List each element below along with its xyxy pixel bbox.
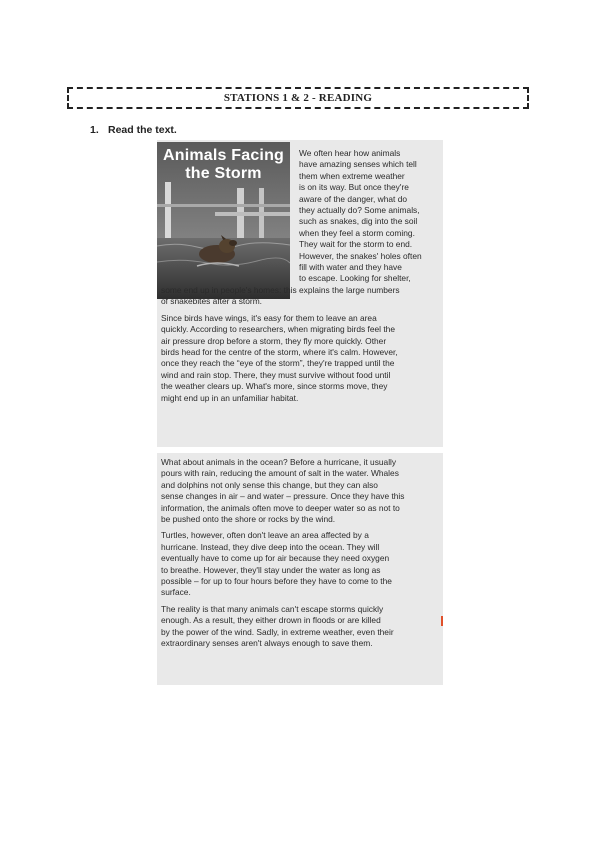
article-image-title: Animals Facing the Storm	[162, 147, 285, 182]
instruction-number: 1.	[90, 124, 99, 136]
paragraph-1-full: some end up in people's homes: this explains the large numbers of snakebites after a storm. Since birds have wings, it's easy for them to leave an area quickly. According to researchers, when migrating birds feel the air pressure drop before a storm, they fly more quickly. Other birds head for the centre of the storm, where it's calm. However, once they reach the “eye of the storm”, they're trapped until the wind and rain stop. There, they must survive without food until the weather clears up. What's more, since storms move, they might end up in an unfamiliar habitat.	[161, 285, 441, 404]
paragraph-3: What about animals in the ocean? Before a hurricane, it usually pours with rain, reducing the amount of salt in the water. Whales and dolphins not only sense this change, but they can also sense changes in air – and water – pressure. Once they have this information, the animals often move to deeper water so as not to be pushed onto the shore or rocks by the wind.	[161, 457, 405, 525]
paragraph-5: The reality is that many animals can't escape storms quickly enough. As a result, they either drown in floods or are killed by the power of the wind. Sadly, in extreme weather, even their extraordinary senses aren't always enough to save them.	[161, 603, 394, 649]
margin-mark	[441, 616, 443, 626]
paragraph-4: Turtles, however, often don't leave an area affected by a hurricane. Instead, they dive deep into the ocean. They will eventually have to come up for air because they need oxygen to breathe. However, they'll stay under the water as long as possible – for up to four hours before they have to come to the surface.	[161, 530, 392, 598]
instruction	[90, 124, 177, 136]
article-photo	[157, 142, 290, 299]
section-header-box	[67, 87, 529, 109]
instruction-text: Read the text.	[108, 124, 177, 136]
section-title: STATIONS 1 & 2 - READING	[223, 92, 373, 104]
paragraph-2: Since birds have wings, it's easy for them to leave an area quickly. According to researchers, when migrating birds feel the air pressure drop before a storm, they fly more quickly. Other birds head for the centre of the storm, where it's calm. However, once they reach the “eye of the storm”, they're trapped until the wind and rain stop. There, they must survive without food until the weather clears up. What's more, since storms move, they might end up in an unfamiliar habitat.	[161, 312, 398, 403]
paragraph-1-side: We often hear how animals have amazing senses which tell them when extreme weather is on its way. But once they're aware of the danger, what do they actually do? Some animals, such as snakes, dig into the soil when they feel a storm coming. They wait for the storm to end. However, the snakes' holes often fill with water and they have to escape. Looking for shelter,	[299, 148, 422, 284]
article-panel-top	[157, 140, 443, 447]
article-panel-bottom	[157, 453, 443, 685]
